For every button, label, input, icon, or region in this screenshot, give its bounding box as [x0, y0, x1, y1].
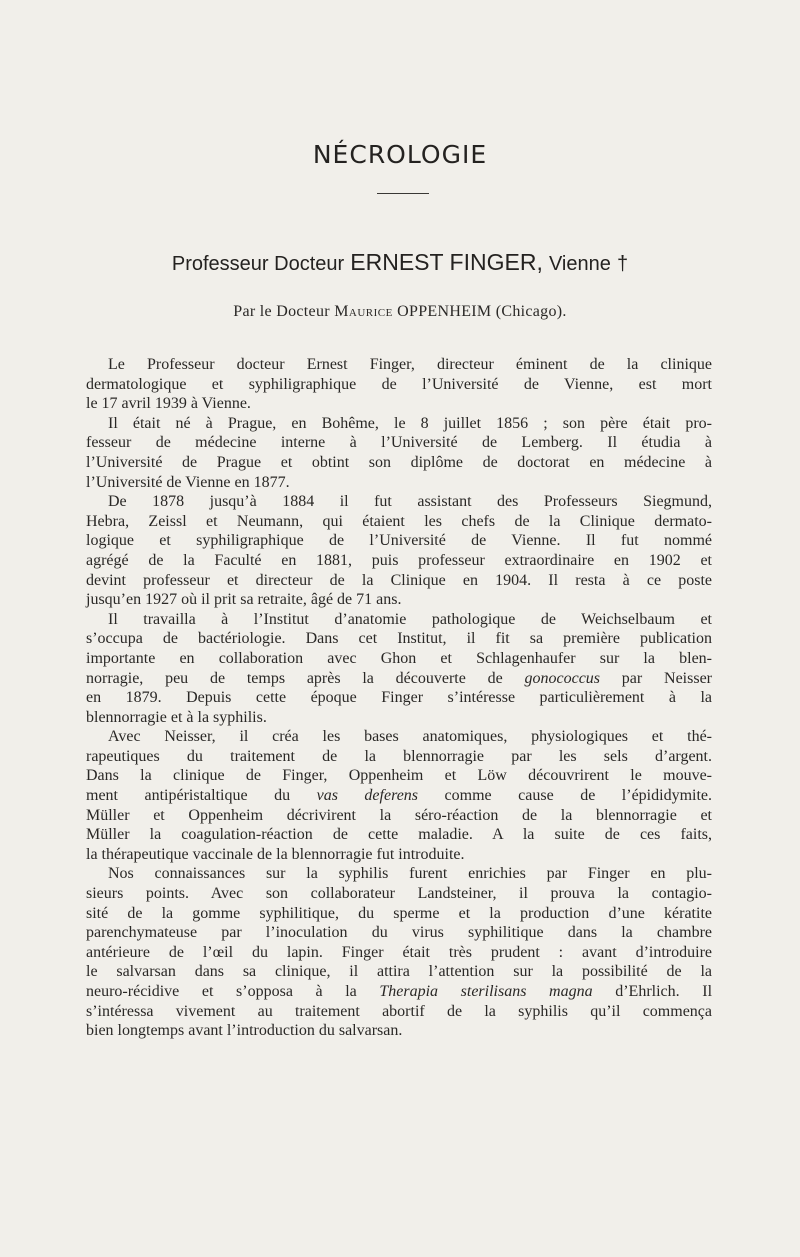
text-line: l’Université de Prague et obtint son diplôme de doctorat en médecine à [86, 453, 712, 471]
text-line: Il était né à Prague, en Bohême, le 8 juillet 1856 ; son père était pro- [108, 414, 712, 432]
text-line: fesseur de médecine interne à l’Université de Lemberg. Il étudia à [86, 434, 712, 452]
text-line: Il travailla à l’Institut d’anatomie pathologique de Weichselbaum et [108, 610, 712, 628]
italic-term: Therapia sterilisans magna [379, 983, 593, 1000]
section-title: NÉCROLOGIE [312, 140, 488, 169]
text-line: jusqu’en 1927 où il prit sa retraite, âgé de 71 ans. [86, 591, 402, 609]
text-segment: comme cause de l’épididymite. [418, 787, 712, 805]
text-line: parenchymateuse par l’inoculation du virus syphilitique dans la chambre [86, 924, 712, 942]
text-line: importante en collaboration avec Ghon et Schlagenhaufer sur la blen- [86, 649, 712, 667]
text-line: le 17 avril 1939 à Vienne. [86, 395, 251, 413]
text-line: Hebra, Zeissl et Neumann, qui étaient les chefs de la Clinique dermato- [86, 512, 712, 530]
text-line: Müller et Oppenheim décrivirent la séro-réaction de la blennorragie et [86, 806, 712, 824]
text-line: Dans la clinique de Finger, Oppenheim et Löw découvrirent le mouve- [86, 767, 712, 785]
text-line: l’Université de Vienne en 1877. [86, 473, 290, 491]
text-line: antérieure de l’œil du lapin. Finger était très prudent : avant d’introduire [86, 943, 712, 961]
byline-rest: OPPENHEIM (Chicago). [397, 303, 567, 320]
text-segment: norragie, peu de temps après la découverte de [86, 669, 525, 687]
author-byline [0, 303, 800, 321]
text-line: Le Professeur docteur Ernest Finger, directeur éminent de la clinique [108, 356, 712, 373]
text-line: en 1879. Depuis cette époque Finger s’intéresse particulièrement à la [86, 689, 712, 707]
title-divider [377, 193, 429, 194]
text-line: le salvarsan dans sa clinique, il attira l’attention sur la possibilité de la [86, 963, 712, 981]
headline-place: Vienne [548, 253, 611, 275]
italic-term: gonococcus [524, 669, 601, 687]
text-line: logique et syphiligraphique de l’Université de Vienne. Il fut nommé [86, 532, 712, 550]
paragraph [86, 864, 712, 1040]
text-line: devint professeur et directeur de la Clinique en 1904. Il resta à ce poste [86, 571, 712, 589]
text-segment: par Neisser [600, 669, 712, 687]
text-line: blennorragie et à la syphilis. [86, 708, 267, 726]
dagger-mark: † [617, 253, 629, 275]
text-line: sité de la gomme syphilitique, du sperme et la production d’une kératite [86, 904, 712, 922]
text-line: sieurs points. Avec son collaborateur Landsteiner, il prouva la contagio- [86, 885, 712, 903]
article-body [86, 355, 712, 1041]
text-line: s’occupa de bactériologie. Dans cet Institut, il fit sa première publication [86, 630, 712, 648]
text-line [86, 786, 712, 806]
text-segment: ment antipéristaltique du [86, 787, 317, 805]
paragraph [86, 610, 712, 728]
paragraph [86, 355, 712, 414]
text-line: De 1878 jusqu’à 1884 il fut assistant des Professeurs Siegmund, [108, 493, 712, 511]
obituary-headline [0, 249, 800, 276]
text-segment: neuro-récidive et s’opposa à la [86, 983, 380, 1000]
text-line: Nos connaissances sur la syphilis furent enrichies par Finger en plu- [108, 865, 712, 883]
text-line: Müller la coagulation-réaction de cette maladie. A la suite de ces faits, [86, 826, 712, 844]
text-line: rapeutiques du traitement de la blennorragie par les sels d’argent. [86, 747, 712, 765]
paragraph [86, 492, 712, 610]
byline-pre: Par le Docteur [233, 303, 330, 320]
text-line: la thérapeutique vaccinale de la blennorragie fut introduite. [86, 845, 465, 863]
italic-term: vas deferens [316, 787, 419, 805]
text-line: agrégé de la Faculté en 1881, puis professeur extraordinaire en 1902 et [86, 551, 712, 569]
text-line [86, 669, 712, 689]
text-line: bien longtemps avant l’introduction du salvarsan. [86, 1022, 403, 1040]
text-segment: d’Ehrlich. Il [592, 983, 713, 1000]
paragraph [86, 414, 712, 492]
text-line: dermatologique et syphiligraphique de l’Université de Vienne, est mort [86, 375, 712, 393]
text-line: Avec Neisser, il créa les bases anatomiques, physiologiques et thé- [108, 728, 712, 746]
text-line [86, 982, 712, 1002]
text-line: s’intéressa vivement au traitement abortif de la syphilis qu’il commença [86, 1002, 712, 1020]
paragraph [86, 727, 712, 864]
headline-prefix: Professeur Docteur [171, 253, 345, 275]
byline-first-name: Maurice [334, 303, 393, 320]
headline-name: ERNEST FINGER, [350, 249, 543, 275]
